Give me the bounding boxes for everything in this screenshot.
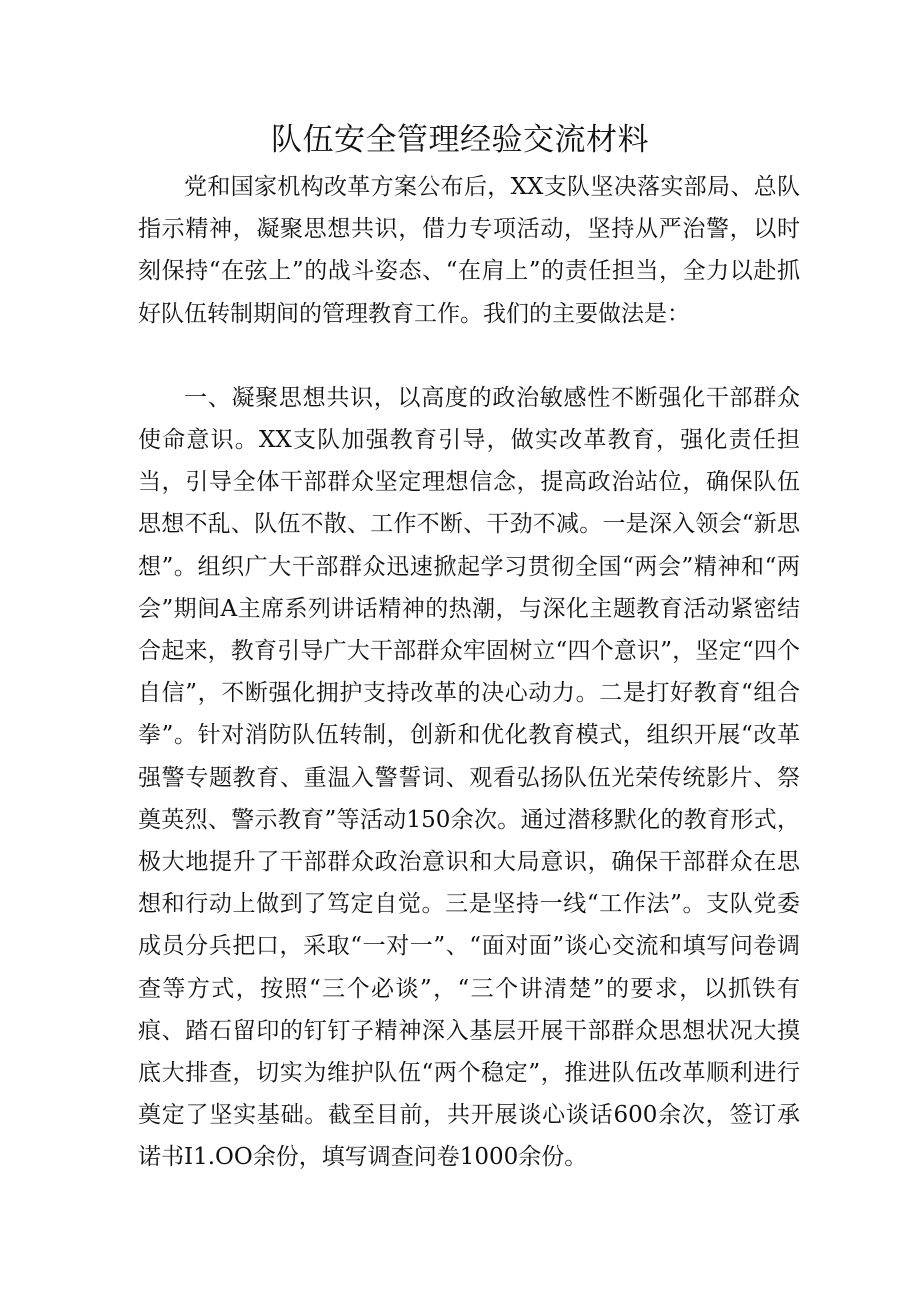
intro-paragraph: 党和国家机构改革方案公布后，XX支队坚决落实部局、总队指示精神，凝聚思想共识，借力专项活动，坚持从严治警，以时刻保持“在弦上”的战斗姿态、“在肩上”的责任担当，全力以赴抓好队伍转制期间的管理教育工作。我们的主要做法是： bbox=[138, 174, 800, 327]
document-body bbox=[138, 166, 800, 1179]
document-title: 队伍安全管理经验交流材料 bbox=[271, 122, 649, 158]
section-one-paragraph: 一、凝聚思想共识，以高度的政治敏感性不断强化干部群众使命意识。XX支队加强教育引导，做实改革教育，强化责任担当，引导全体干部群众坚定理想信念，提高政治站位，确保队伍思想不乱、队伍不散、工作不断、干劲不减。一是深入领会“新思想”。组织广大干部群众迅速掀起学习贯彻全国“两会”精神和“两会”期间A主席系列讲话精神的热潮，与深化主题教育活动紧密结合起来，教育引导广大干部群众牢固树立“四个意识”，坚定“四个自信”，不断强化拥护支持改革的决心动力。二是打好教育“组合拳”。针对消防队伍转制，创新和优化教育模式，组织开展“改革强警专题教育、重温入警誓词、观看弘扬队伍光荣传统影片、祭奠英烈、警示教育”等活动150余次。通过潜移默化的教育形式，极大地提升了干部群众政治意识和大局意识，确保干部群众在思想和行动上做到了笃定自觉。三是坚持一线“工作法”。支队党委成员分兵把口，采取“一对一”、“面对面”谈心交流和填写问卷调查等方式，按照“三个必谈”，“三个讲清楚”的要求，以抓铁有痕、踏石留印的钉钉子精神深入基层开展干部群众思想状况大摸底大排查，切实为维护队伍“两个稳定”，推进队伍改革顺利进行奠定了坚实基础。截至目前，共开展谈心谈话600余次，签订承诺书I1.OO余份，填写调查问卷1000余份。 bbox=[138, 384, 800, 1171]
